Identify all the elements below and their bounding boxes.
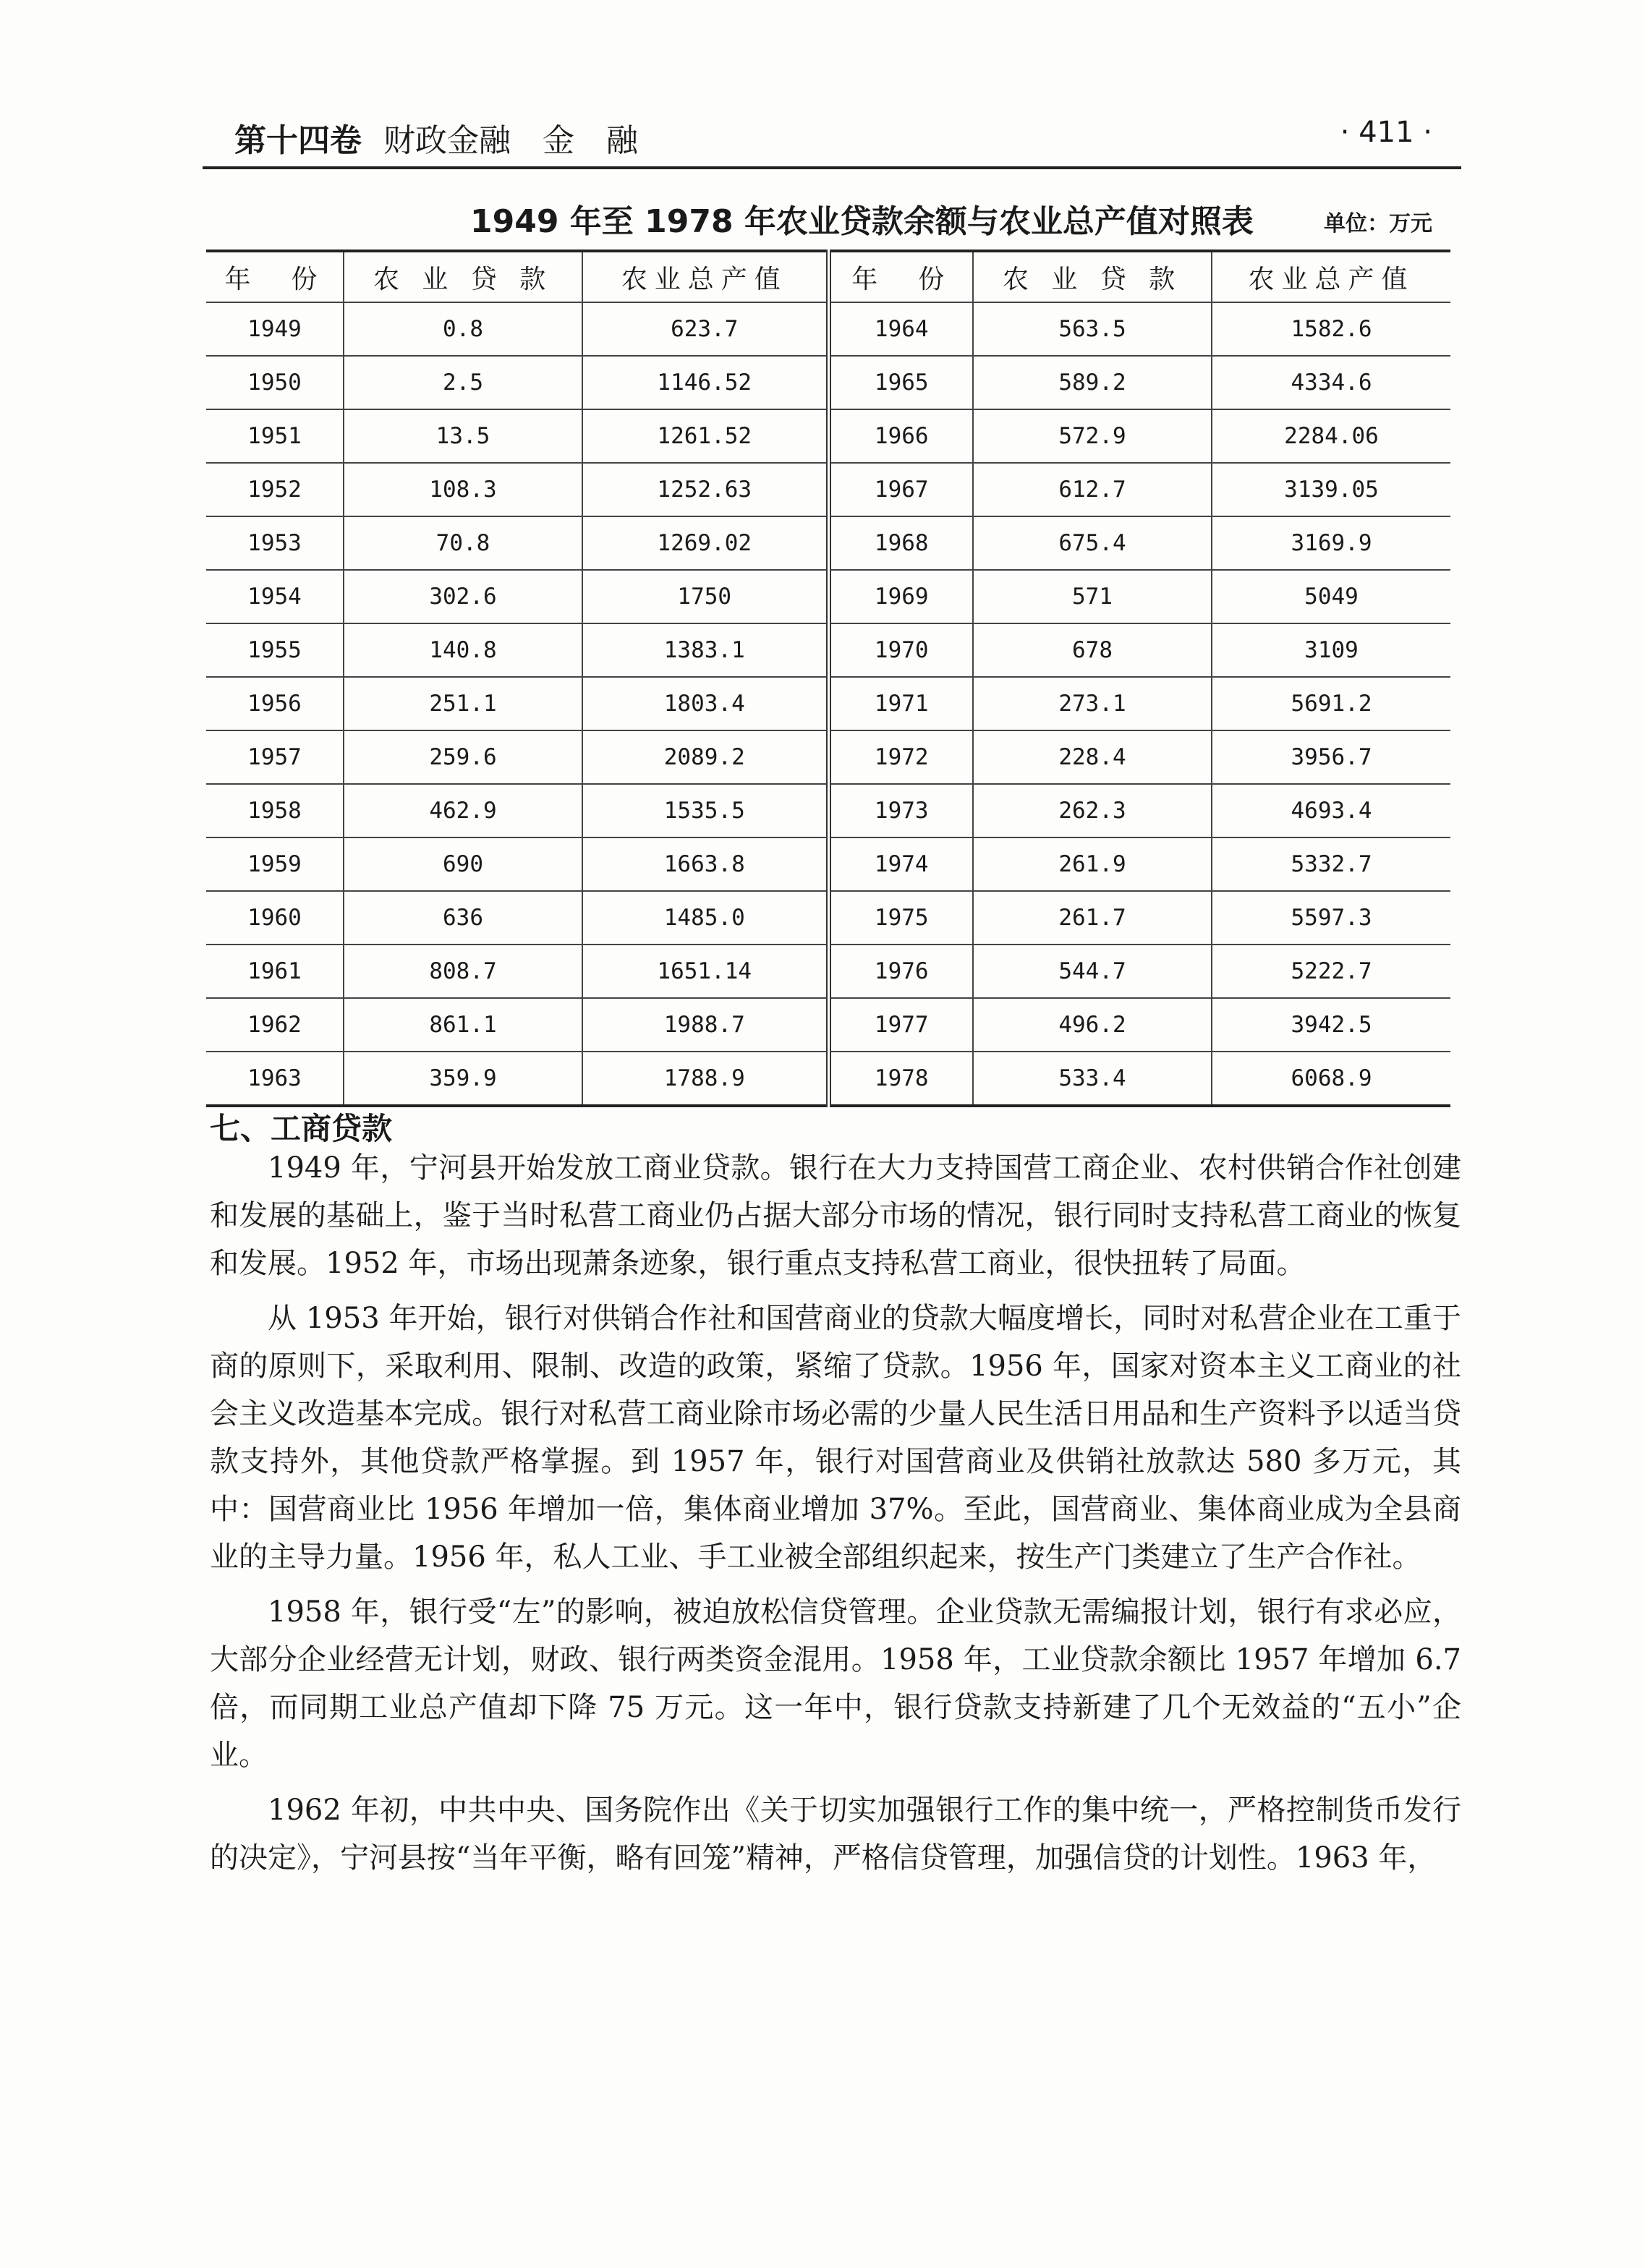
table-cell: 108.3: [344, 463, 582, 516]
table-cell: 1988.7: [582, 998, 828, 1052]
page-header: [203, 108, 1461, 169]
table-row: [206, 730, 1450, 784]
table-cell: 612.7: [973, 463, 1212, 516]
table-cell: 571: [973, 570, 1212, 623]
table-cell: 1960: [206, 891, 344, 945]
table-body: [206, 302, 1450, 1106]
section-heading: 七、工商贷款: [210, 1111, 393, 1146]
table-cell: 690: [344, 837, 582, 891]
table-cell: 1383.1: [582, 623, 828, 677]
table-cell: 533.4: [973, 1052, 1212, 1106]
table-cell: 2284.06: [1212, 409, 1450, 463]
table-cell: 2089.2: [582, 730, 828, 784]
column-header: 农 业 贷 款: [973, 251, 1212, 302]
table-cell: 3942.5: [1212, 998, 1450, 1052]
table-cell: 261.9: [973, 837, 1212, 891]
table-cell: 1803.4: [582, 677, 828, 730]
table-cell: 675.4: [973, 516, 1212, 570]
table-row: [206, 409, 1450, 463]
body-text: [210, 1144, 1461, 1889]
table-cell: 1951: [206, 409, 344, 463]
table-cell: 1651.14: [582, 945, 828, 998]
table-cell: 1962: [206, 998, 344, 1052]
table-cell: 1269.02: [582, 516, 828, 570]
table-cell: 262.3: [973, 784, 1212, 837]
table-cell: 1252.63: [582, 463, 828, 516]
column-header: 农业总产值: [1212, 251, 1450, 302]
volume-label: 第十四卷: [234, 122, 362, 159]
table-cell: 1958: [206, 784, 344, 837]
table-cell: 572.9: [973, 409, 1212, 463]
table-cell: 861.1: [344, 998, 582, 1052]
table-row: [206, 677, 1450, 730]
table-cell: 3956.7: [1212, 730, 1450, 784]
column-header: 农业总产值: [582, 251, 828, 302]
table-cell: 1956: [206, 677, 344, 730]
table-cell: 1663.8: [582, 837, 828, 891]
table-cell: 808.7: [344, 945, 582, 998]
table-cell: 1750: [582, 570, 828, 623]
paragraph: 1962 年初，中共中央、国务院作出《关于切实加强银行工作的集中统一，严格控制货币发行的决定》，宁河县按“当年平衡，略有回笼”精神，严格信贷管理，加强信贷的计划性。1963 年，: [210, 1794, 1461, 1875]
table-cell: 1950: [206, 356, 344, 409]
column-header: 年 份: [206, 251, 344, 302]
table-cell: 1955: [206, 623, 344, 677]
table-cell: 1969: [828, 570, 973, 623]
table-cell: 3139.05: [1212, 463, 1450, 516]
table-cell: 1967: [828, 463, 973, 516]
table-cell: 1976: [828, 945, 973, 998]
paragraph: 1958 年，银行受“左”的影响，被迫放松信贷管理。企业贷款无需编报计划，银行有求必应，大部分企业经营无计划，财政、银行两类资金混用。1958 年，工业贷款余额比 1957 年增加 6.7 倍，而同期工业总产值却下降 75 万元。这一年中，银行贷款支持新建了几个无效益的“五小”企业。: [210, 1595, 1461, 1772]
table-cell: 1963: [206, 1052, 344, 1106]
table-cell: 1954: [206, 570, 344, 623]
table-cell: 5049: [1212, 570, 1450, 623]
table-cell: 1973: [828, 784, 973, 837]
table-row: [206, 463, 1450, 516]
table-unit: 单位：万元: [1324, 211, 1432, 236]
table-cell: 462.9: [344, 784, 582, 837]
table-cell: 2.5: [344, 356, 582, 409]
table-row: [206, 570, 1450, 623]
table-cell: 623.7: [582, 302, 828, 356]
table-cell: 1535.5: [582, 784, 828, 837]
table-cell: 1972: [828, 730, 973, 784]
table-cell: 1975: [828, 891, 973, 945]
table-cell: 1953: [206, 516, 344, 570]
table-cell: 636: [344, 891, 582, 945]
table-cell: 359.9: [344, 1052, 582, 1106]
table-cell: 496.2: [973, 998, 1212, 1052]
table-cell: 1978: [828, 1052, 973, 1106]
table-cell: 1974: [828, 837, 973, 891]
table-cell: 1261.52: [582, 409, 828, 463]
column-header: 农 业 贷 款: [344, 251, 582, 302]
table-cell: 6068.9: [1212, 1052, 1450, 1106]
table-cell: 140.8: [344, 623, 582, 677]
table-cell: 3109: [1212, 623, 1450, 677]
table-cell: 1966: [828, 409, 973, 463]
table-cell: 70.8: [344, 516, 582, 570]
table-row: [206, 945, 1450, 998]
table-cell: 1582.6: [1212, 302, 1450, 356]
table-cell: 1977: [828, 998, 973, 1052]
table-cell: 0.8: [344, 302, 582, 356]
table-cell: 273.1: [973, 677, 1212, 730]
loan-output-table: [206, 250, 1450, 1107]
table-header-row: [206, 251, 1450, 302]
table-cell: 251.1: [344, 677, 582, 730]
table-row: [206, 516, 1450, 570]
table-row: [206, 623, 1450, 677]
table-row: [206, 302, 1450, 356]
table-title: 1949 年至 1978 年农业贷款余额与农业总产值对照表: [470, 203, 1254, 240]
table-cell: 1952: [206, 463, 344, 516]
column-header: 年 份: [828, 251, 973, 302]
table-cell: 1957: [206, 730, 344, 784]
table-cell: 5222.7: [1212, 945, 1450, 998]
table-cell: 302.6: [344, 570, 582, 623]
table-cell: 1959: [206, 837, 344, 891]
table-cell: 1965: [828, 356, 973, 409]
table-row: [206, 356, 1450, 409]
table-cell: 1971: [828, 677, 973, 730]
page-number: · 411 ·: [1340, 116, 1432, 149]
table-row: [206, 891, 1450, 945]
table-cell: 1485.0: [582, 891, 828, 945]
table-cell: 259.6: [344, 730, 582, 784]
paragraph: 1949 年，宁河县开始发放工商业贷款。银行在大力支持国营工商企业、农村供销合作社创建和发展的基础上，鉴于当时私营工商业仍占据大部分市场的情况，银行同时支持私营工商业的恢复和发展。1952 年，市场出现萧条迹象，银行重点支持私营工商业，很快扭转了局面。: [210, 1151, 1461, 1280]
table-row: [206, 837, 1450, 891]
table-cell: 5332.7: [1212, 837, 1450, 891]
table-cell: 13.5: [344, 409, 582, 463]
table-cell: 1949: [206, 302, 344, 356]
table-cell: 3169.9: [1212, 516, 1450, 570]
table-cell: 1970: [828, 623, 973, 677]
table-row: [206, 998, 1450, 1052]
table-cell: 4693.4: [1212, 784, 1450, 837]
table-cell: 544.7: [973, 945, 1212, 998]
section-label: 财政金融 金 融: [383, 122, 638, 159]
table-cell: 5691.2: [1212, 677, 1450, 730]
table-cell: 1968: [828, 516, 973, 570]
table-row: [206, 784, 1450, 837]
table-cell: 1961: [206, 945, 344, 998]
table-cell: 1964: [828, 302, 973, 356]
table-cell: 589.2: [973, 356, 1212, 409]
table-cell: 228.4: [973, 730, 1212, 784]
table-cell: 1788.9: [582, 1052, 828, 1106]
table-cell: 563.5: [973, 302, 1212, 356]
table-cell: 678: [973, 623, 1212, 677]
table-cell: 1146.52: [582, 356, 828, 409]
table-cell: 5597.3: [1212, 891, 1450, 945]
table-cell: 261.7: [973, 891, 1212, 945]
table-row: [206, 1052, 1450, 1106]
paragraph: 从 1953 年开始，银行对供销合作社和国营商业的贷款大幅度增长，同时对私营企业在工重于商的原则下，采取利用、限制、改造的政策，紧缩了贷款。1956 年，国家对资本主义工商业的社会主义改造基本完成。银行对私营工商业除市场必需的少量人民生活日用品和生产资料予以适当贷款支持外，其他贷款严格掌握。到 1957 年，银行对国营商业及供销社放款达 580 多万元，其中：国营商业比 1956 年增加一倍，集体商业增加 37%。至此，国营商业、集体商业成为全县商业的主导力量。1956 年，私人工业、手工业被全部组织起来，按生产门类建立了生产合作社。: [210, 1302, 1461, 1574]
table-cell: 4334.6: [1212, 356, 1450, 409]
running-title: [234, 114, 638, 161]
